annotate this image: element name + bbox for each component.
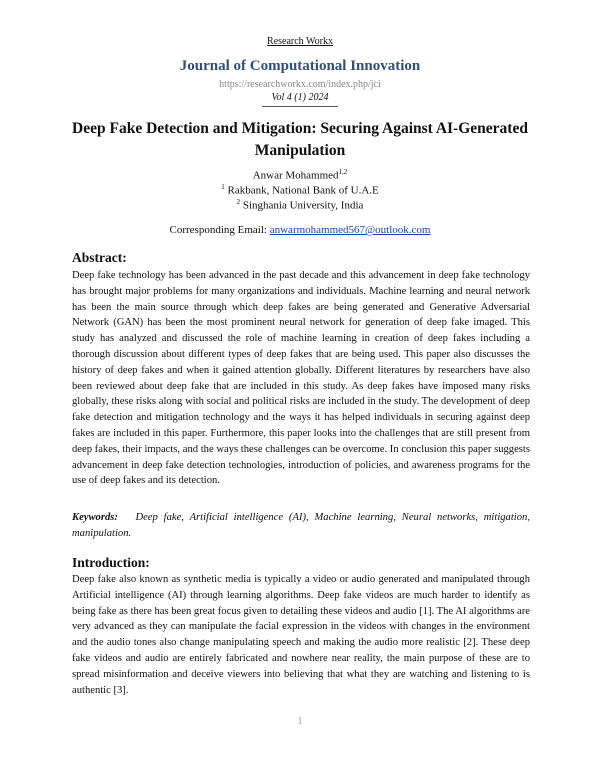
keywords-text: Deep fake, Artificial intelligence (AI), Machine learning, Neural networks, mitigation, manipulation. [72, 512, 530, 539]
page-number: 1 [297, 716, 303, 727]
affiliation-1-sup: 1 [221, 183, 225, 191]
author-name: Anwar Mohammed [252, 169, 339, 182]
publisher-link[interactable]: Research Workx [267, 36, 333, 47]
paper-title: Deep Fake Detection and Mitigation: Securing Against AI-Generated Manipulation [72, 120, 528, 159]
journal-url[interactable]: https://researchworkx.com/index.php/jci [219, 79, 381, 90]
author-line [0, 168, 600, 182]
corresponding-email-line [0, 224, 600, 236]
header-divider [262, 106, 338, 107]
keywords-label: Keywords: [72, 512, 118, 523]
keywords-line [72, 510, 530, 542]
introduction-text: Deep fake also known as synthetic media is typically a video or audio generated and manipulated through Artificial intelligence (AI) through learning algorithms. Deep fake videos are much harder to identify as being fake as there has been great focus given to detailing these videos and audio [1]. The AI algorithms are very advanced as they can manipulate the facial expression in the videos with changes in the environment and the audio tones also change manipulating speech and making the audio more realistic [2]. These deep fake videos and audio are entirely fabricated and nowhere near reality, the main purpose of these are to spread misinformation and deceive viewers into believing that what they are watching and listening to is authentic [3]. [72, 574, 530, 696]
abstract-heading: Abstract: [72, 250, 127, 265]
affiliation-1-text: Rakbank, National Bank of U.A.E [227, 184, 379, 197]
affiliation-2-text: Singhania University, India [242, 199, 364, 212]
corresponding-email-link[interactable]: anwarmohammed567@outlook.com [269, 224, 431, 236]
abstract-text: Deep fake technology has been advanced in the past decade and this advancement in deep fake technology has brought major problems for many organizations and individuals. Machine learning and neural network has been the main source through which deep fakes are being generated and Generative Adversarial Network (GAN) has been the most prominent neural network for generation of deep fake imaged. This study has analyzed and discussed the role of machine learning in creation of deep fakes including a thorough discussion about different types of deep fakes that are being used. This paper also discusses the history of deep fakes and when it gained attention globally. Different literatures by researchers have also been reviewed about deep fake that are included in this study. As deep fakes have imposed many risks globally, these risks along with social and political risks are included in the study. The development of deep fake detection and mitigation technology and the ways it has helped individuals in securing against deep fakes are included in this paper. Furthermore, this paper looks into the challenges that are still present from deep fakes, their impacts, and the ways these challenges can be overcome. In conclusion this paper suggests advancement in deep fake detection technologies, introduction of policies, and awareness programs for the use of deep fakes and its detection. [72, 270, 530, 487]
corresponding-label: Corresponding Email: [169, 224, 270, 236]
introduction-heading: Introduction: [72, 555, 150, 570]
affiliation-1 [0, 183, 600, 197]
affiliation-2-sup: 2 [236, 198, 241, 206]
author-superscript: 1,2 [338, 168, 348, 176]
journal-title: Journal of Computational Innovation [179, 58, 421, 74]
affiliation-2 [0, 198, 600, 212]
volume-info: Vol 4 (1) 2024 [271, 92, 329, 103]
